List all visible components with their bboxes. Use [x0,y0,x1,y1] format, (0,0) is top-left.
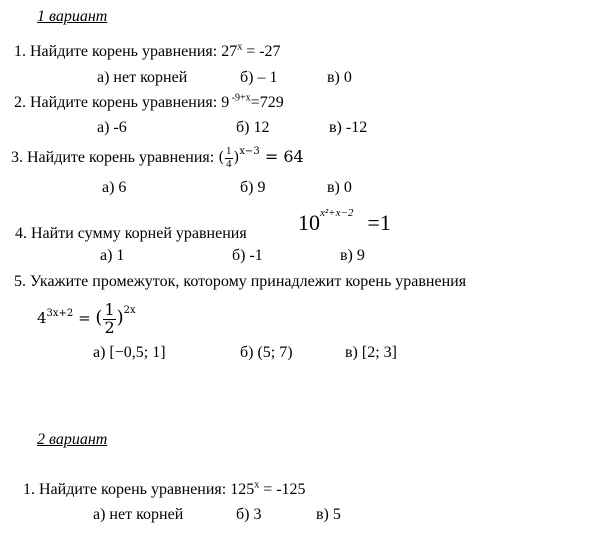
rhs: =729 [250,94,284,111]
question-1 [23,479,306,498]
exponent: x [237,41,243,53]
answer-b: б) -1 [232,247,263,264]
equals: = [73,309,96,327]
answer-a: а) 6 [102,179,127,196]
answer-c: в) 5 [316,506,341,523]
question-text: 1. Найдите корень уравнения: 27 [14,43,238,60]
rhs: =1 [367,210,391,235]
base: 10 [298,210,320,235]
answer-b: б) 12 [236,119,270,136]
question-text: 2. Найдите корень уравнения: 9 [14,94,230,111]
exponent: x−3 [239,146,260,157]
answer-b: б) (5; 7) [240,344,293,361]
rhs: = 64 [259,147,304,166]
question-1 [14,41,281,60]
equation-4 [298,208,391,238]
rhs: = -125 [259,481,306,498]
fraction: $\frac{1}{4}$ [226,145,232,170]
answer-b: б) – 1 [240,69,278,86]
question-2 [14,92,284,111]
answer-a: а) нет корней [97,69,188,86]
rhs: = -27 [242,43,281,60]
exponent: x²+x−2 [320,207,354,219]
answer-c: в) 9 [340,247,365,264]
question-4: 4. Найти сумму корней уравнения [15,225,247,242]
answer-c: в) -12 [329,119,368,136]
variant-1-heading: 1 вариант [37,8,108,25]
question-3: 3. Найдите корень уравнения: ( $\frac{1}{4}$ )$^{x-3}$ = 64 [11,145,304,170]
exponent: -9+x [229,92,251,104]
exponent: x [254,479,260,491]
question-text: 3. Найдите корень уравнения: [11,149,219,166]
equation-5: $4^{3x+2}$ = ( $\frac{1}{2}$ )$^{2x}$ [37,299,136,337]
question-5: 5. Укажите промежуток, которому принадлежит корень уравнения [14,273,467,290]
answer-c: в) 0 [327,69,352,86]
variant-2-heading: 2 вариант [37,431,108,448]
exponent: 2x [123,305,136,316]
answer-b: б) 3 [236,506,262,523]
exponent: 3x+2 [46,308,74,319]
answer-a: а) -6 [97,119,127,136]
question-text: 1. Найдите корень уравнения: 125 [23,481,255,498]
answer-a: а) нет корней [93,506,184,523]
answer-a: а) 1 [100,247,125,264]
base: 4 [37,309,47,327]
answer-b: б) 9 [240,179,266,196]
fraction: $\frac{1}{2}$ [104,299,115,337]
answer-a: а) [−0,5; 1] [93,344,166,361]
answer-c: в) 0 [327,179,352,196]
answer-c: в) [2; 3] [345,344,397,361]
